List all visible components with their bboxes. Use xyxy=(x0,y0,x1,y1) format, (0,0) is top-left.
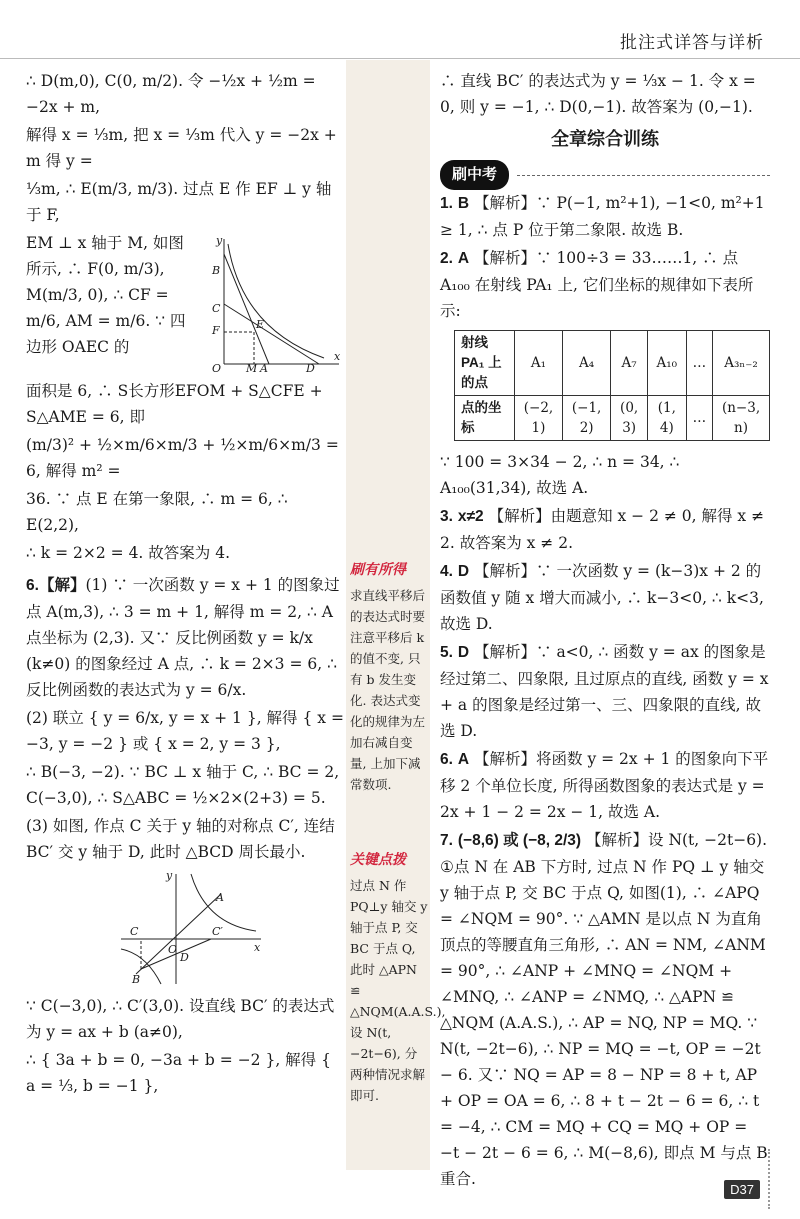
explanation: 【解析】将函数 y = 2x + 1 的图象向下平移 2 个单位长度, 所得函数图象的表达式是 y = 2x + 1 − 2 = 2x − 1, 故选 A. xyxy=(440,750,769,821)
label-O: O xyxy=(168,943,178,956)
table-cell: A₇ xyxy=(611,331,648,396)
table-cell: A₄ xyxy=(563,331,611,396)
margin-note-2-title: 关键点拨 xyxy=(350,852,406,868)
table-cell: A₃ₙ₋₂ xyxy=(713,331,770,396)
answer: B xyxy=(457,195,470,212)
table-cell: (−1, 2) xyxy=(563,396,611,441)
label-C: C xyxy=(130,925,139,938)
table-cell: A₁ xyxy=(514,331,562,396)
problem-number: 5. xyxy=(440,644,453,661)
page-header-title: 批注式详答与详析 xyxy=(620,33,764,52)
problem-number: 7. xyxy=(440,832,453,849)
pattern-table xyxy=(454,330,770,441)
table-row xyxy=(455,331,770,396)
margin-note-1-title: 刷有所得 xyxy=(350,562,406,578)
header-rule xyxy=(0,58,800,59)
section-title: 全章综合训练 xyxy=(551,129,659,149)
right-column xyxy=(440,68,770,1194)
answer: A xyxy=(457,751,470,768)
label-E: E xyxy=(256,318,265,331)
label-y: y xyxy=(166,869,173,882)
text-line: ∴ B(−3, −2). ∵ BC ⊥ x 轴于 C, ∴ BC = 2, C(−3,0), ∴ S△ABC = ½×2×(2+3) = 5. xyxy=(26,763,340,807)
label-M: M xyxy=(246,362,258,374)
table-cell: (n−3, n) xyxy=(713,396,770,441)
table-cell: A₁₀ xyxy=(648,331,687,396)
text-line: 解得 x = ⅓m, 把 x = ⅓m 代入 y = −2x + m 得 y = xyxy=(26,126,337,170)
label-C: C xyxy=(212,302,221,315)
text-line: (1) ∵ 一次函数 y = x + 1 的图象过点 A(m,3), ∴ 3 = m + 1, 解得 m = 2, ∴ A 点坐标为 (2,3). 又∵ 反比例函数 y = k/x (k≠0) 的图象经过 A 点, ∴ k = 2×3 = 6, ∴ 反比例函数的表达式为 y = 6/x. xyxy=(26,576,340,699)
page-number: D37 xyxy=(724,1180,760,1199)
label-D: D xyxy=(306,362,315,374)
problem-number: 6. xyxy=(26,577,39,594)
label-x: x xyxy=(334,350,341,363)
explanation: 【解析】设 N(t, −2t−6). ①点 N 在 AB 下方时, 过点 N 作 PQ ⊥ y 轴交 y 轴于点 P, 交 BC 于点 Q, 如图(1), ∴ ∠APQ = ∠NQM = 90°. ∵ △AMN 是以点 N 为直角顶点的等腰直角三角形, ∴ AN = NM, ∠ANM = 90°, ∴ ∠ANP + ∠MNQ = ∠NQM + ∠MNQ, ∴ ∠ANP = ∠NMQ, ∴ △APN ≌ △NQM (A.A.S.), ∴ AP = NQ, NP = MQ. ∵ N(t, −2t−6), ∴ NP = MQ = −t, OP = −2t − 6. 又∵ NQ = AP = 8 − NP = 8 + t, AP + OP = OA = 6, ∴ 8 + t − 2t − 6 = 6, ∴ t = −4, ∴ CM = MQ + CQ = MQ + OP = −t − 2t − 6 = 6, ∴ M(−8,6), 即点 M 与点 B 重合. xyxy=(440,831,768,1188)
figure-1 xyxy=(194,234,344,374)
label-O: O xyxy=(212,362,222,374)
explanation: 【解析】由题意知 x − 2 ≠ 0, 解得 x ≠ 2. 故答案为 x ≠ 2. xyxy=(440,507,765,552)
problem-number: 1. xyxy=(440,195,453,212)
table-head: 射线 PA₁ 上的点 xyxy=(455,331,515,396)
table-row xyxy=(455,396,770,441)
answer: x≠2 xyxy=(457,508,484,525)
text-line: ∴ D(m,0), C(0, m/2). 令 −½x + ½m = −2x + m, xyxy=(26,72,316,116)
badge-row xyxy=(440,160,770,190)
table-cell: (1, 4) xyxy=(648,396,687,441)
text-line: (3) 如图, 作点 C 关于 y 轴的对称点 C′, 连结 BC′ 交 y 轴于 D, 此时 △BCD 周长最小. xyxy=(26,817,335,861)
margin-note-2 xyxy=(350,850,446,1106)
label-D: D xyxy=(180,951,189,964)
figure-2 xyxy=(116,869,266,989)
edge-dots xyxy=(768,1149,796,1209)
text-line: ∴ k = 2×2 = 4. 故答案为 4. xyxy=(26,544,231,562)
table-cell: … xyxy=(686,396,713,441)
text-line: ∵ 100 = 3×34 − 2, ∴ n = 34, ∴ A₁₀₀(31,34), 故选 A. xyxy=(440,453,680,497)
label-y: y xyxy=(216,234,223,247)
text-line: (m/3)² + ½×m/6×m/3 + ½×m/6×m/3 = 6, 解得 m² = xyxy=(26,436,339,480)
text-line: 36. ∵ 点 E 在第一象限, ∴ m = 6, ∴ E(2,2), xyxy=(26,490,288,534)
text-line: EM ⊥ x 轴于 M, 如图所示, ∴ F(0, m/3), M(m/3, 0), ∴ CF = m/6, AM = m/6. ∵ 四边形 OAEC 的 xyxy=(26,234,186,356)
problem-number: 6. xyxy=(440,751,453,768)
label-B: B xyxy=(132,973,141,986)
left-column xyxy=(26,68,344,1101)
label-x: x xyxy=(254,941,261,954)
explanation: 【解析】∵ 一次函数 y = (k−3)x + 2 的函数值 y 随 x 增大而减小, ∴ k−3<0, ∴ k<3, 故选 D. xyxy=(440,562,764,633)
margin-note-2-body: 过点 N 作 PQ⊥y 轴交 y 轴于点 P, 交 BC 于点 Q, 此时 △APN ≌ △NQM(A.A.S.), 设 N(t, −2t−6), 分两种情况求解即可. xyxy=(350,878,446,1103)
answer: A xyxy=(457,250,470,267)
table-cell: (−2, 1) xyxy=(514,396,562,441)
section-badge: 刷中考 xyxy=(440,160,509,190)
text-line: ∴ 直线 BC′ 的表达式为 y = ⅓x − 1. 令 x = 0, 则 y = −1, ∴ D(0,−1). 故答案为 (0,−1). xyxy=(440,72,756,116)
text-line: ⅓m, ∴ E(m/3, m/3). 过点 E 作 EF ⊥ y 轴于 F, xyxy=(26,180,332,224)
label-C-prime: C′ xyxy=(212,925,223,938)
solution-tag: 【解】 xyxy=(38,577,86,594)
text-line: ∵ C(−3,0), ∴ C′(3,0). 设直线 BC′ 的表达式为 y = ax + b (a≠0), xyxy=(26,997,335,1041)
answer: (−8,6) 或 (−8, 2/3) xyxy=(457,832,582,849)
label-A: A xyxy=(260,362,268,374)
problem-number: 4. xyxy=(440,563,453,580)
table-head: 点的坐标 xyxy=(455,396,515,441)
problem-number: 3. xyxy=(440,508,453,525)
explanation: 【解析】∵ 100÷3 = 33……1, ∴ 点 A₁₀₀ 在射线 PA₁ 上, 它们坐标的规律如下表所示: xyxy=(440,249,754,320)
problem-number: 2. xyxy=(440,250,453,267)
margin-note-1 xyxy=(350,560,428,795)
answer: D xyxy=(457,563,470,580)
label-B: B xyxy=(212,264,221,277)
text-line: (2) 联立 { y = 6/x, y = x + 1 }, 解得 { x = −3, y = −2 } 或 { x = 2, y = 3 }, xyxy=(26,709,344,753)
answer: D xyxy=(457,644,470,661)
label-A: A xyxy=(216,891,224,904)
explanation: 【解析】∵ P(−1, m²+1), −1<0, m²+1 ≥ 1, ∴ 点 P 位于第二象限. 故选 B. xyxy=(440,194,765,239)
margin-note-1-body: 求直线平移后的表达式时要注意平移后 k 的值不变, 只有 b 发生变化. 表达式变化的规律为左加右减自变量, 上加下减常数项. xyxy=(350,588,426,792)
text-line: ∴ { 3a + b = 0, −3a + b = −2 }, 解得 { a = ⅓, b = −1 }, xyxy=(26,1051,331,1095)
explanation: 【解析】∵ a<0, ∴ 函数 y = ax 的图象是经过第二、四象限, 且过原点的直线, 函数 y = x + a 的图象是经过第一、三、四象限的直线, 故选 D. xyxy=(440,643,769,740)
table-cell: … xyxy=(686,331,713,396)
label-F: F xyxy=(212,324,220,337)
table-cell: (0, 3) xyxy=(611,396,648,441)
text-line: 面积是 6, ∴ S长方形EFOM + S△CFE + S△AME = 6, 即 xyxy=(26,382,323,426)
dashed-rule xyxy=(517,175,770,176)
